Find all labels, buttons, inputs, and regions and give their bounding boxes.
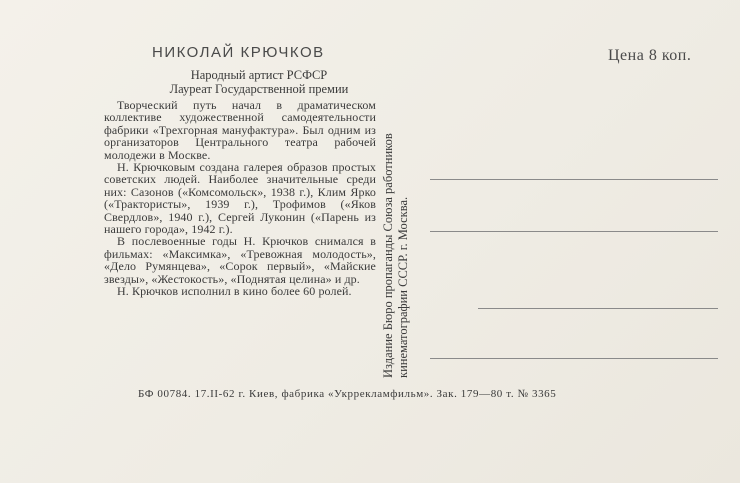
publisher-line-1: Издание Бюро пропаганды Союза работников bbox=[381, 133, 395, 378]
publisher-credit bbox=[381, 98, 411, 378]
address-line bbox=[478, 308, 718, 309]
bio-paragraph: Творческий путь начал в драматическом коллективе художественной самодеятельности фабрики «Трехгорная мануфактура». Был одним из организаторов Центрального театра рабочей молодежи в Москве. bbox=[104, 98, 376, 162]
address-line bbox=[430, 358, 718, 359]
title-line-1: Народный артист РСФСР bbox=[190, 68, 328, 82]
actor-titles bbox=[148, 68, 370, 96]
bio-paragraph: Н. Крючковым создана галерея образов простых советских людей. Наиболее значительные среди них: Сазонов («Комсомольск», 1938 г.), Клим Ярко («Трактористы», 1939 г.), Трофимов («Яков Свердлов», 1940 г.), Сергей Луконин («Парень из нашего города», 1942 г.). bbox=[104, 160, 376, 237]
print-imprint: БФ 00784. 17.II-62 г. Киев, фабрика «Укррекламфильм». Зак. 179—80 т. № 3365 bbox=[138, 388, 557, 400]
actor-name: НИКОЛАЙ КРЮЧКОВ bbox=[152, 44, 325, 61]
title-line-2: Лауреат Государственной премии bbox=[169, 82, 349, 96]
biography bbox=[104, 99, 376, 298]
publisher-line-2: кинематографии СССР. г. Москва. bbox=[396, 196, 410, 378]
bio-paragraph: Н. Крючков исполнил в кино более 60 ролей. bbox=[117, 284, 352, 299]
price-label: Цена 8 коп. bbox=[608, 47, 692, 64]
address-line bbox=[430, 231, 718, 232]
address-line bbox=[430, 179, 718, 180]
bio-paragraph: В послевоенные годы Н. Крючков снимался в фильмах: «Максимка», «Тревожная молодость», «Дело Румянцева», «Сорок первый», «Майские звезды», «Жестокость», «Поднятая целина» и др. bbox=[104, 234, 376, 286]
